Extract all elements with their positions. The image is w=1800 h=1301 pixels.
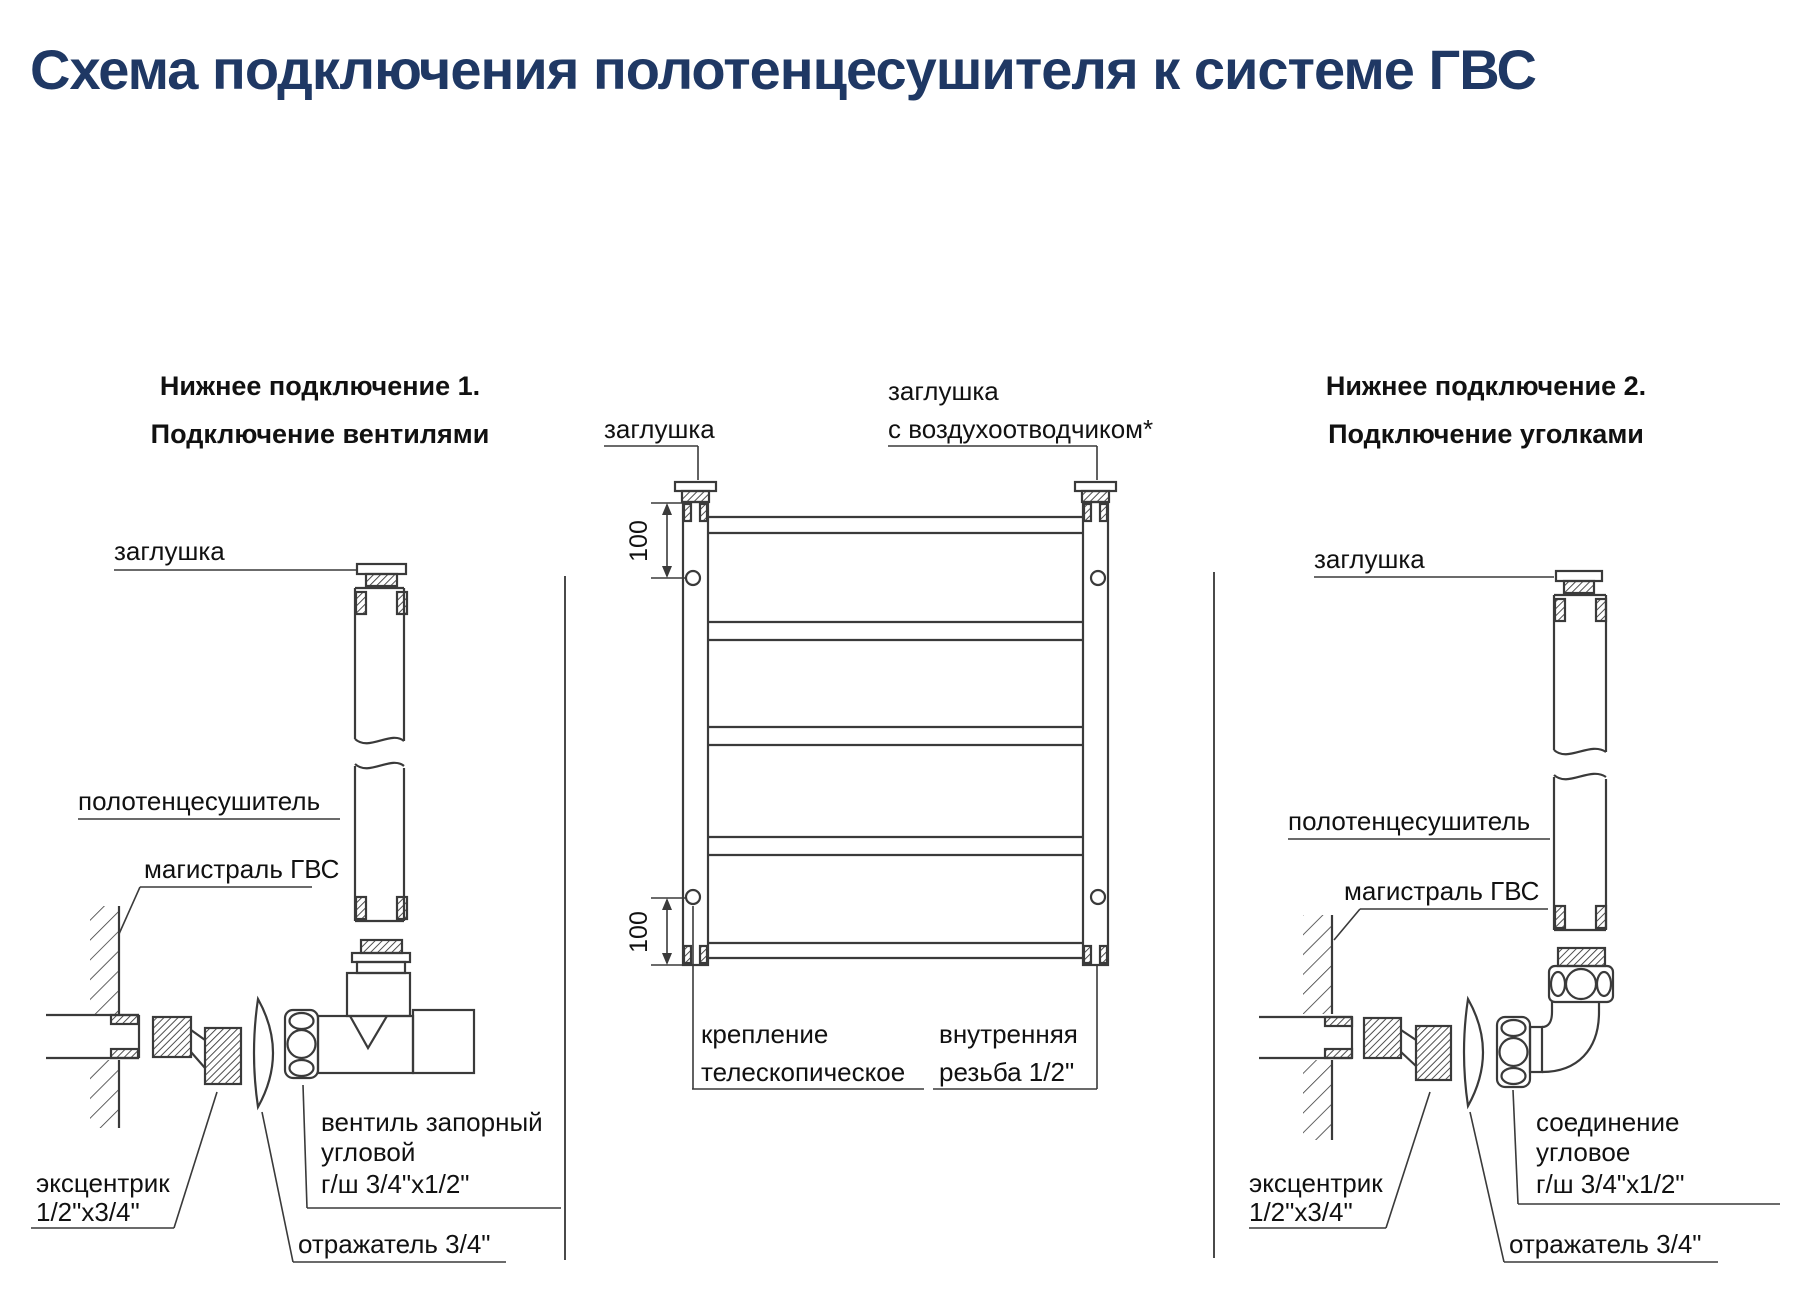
middle-cap-left	[675, 482, 716, 502]
left-cap-plug	[357, 564, 406, 586]
middle-label-thread-2: резьба 1/2"	[939, 1057, 1075, 1087]
left-label-valve-1: вентиль запорный	[321, 1107, 543, 1137]
left-main-pipe	[46, 1015, 139, 1058]
left-angle-valve	[285, 940, 474, 1078]
right-label-eccentric-1: эксцентрик	[1249, 1168, 1383, 1198]
right-label-corner-2: угловое	[1536, 1137, 1631, 1167]
right-riser-pipe	[1554, 595, 1606, 930]
left-riser-pipe	[355, 588, 407, 921]
middle-label-mount-2: телескопическое	[701, 1057, 906, 1087]
right-label-corner-3: г/ш 3/4"x1/2"	[1536, 1169, 1685, 1199]
middle-dim-bottom: 100	[625, 911, 653, 953]
right-label-hot-water-main: магистраль ГВС	[1344, 876, 1540, 906]
right-wall	[1303, 915, 1332, 1140]
right-main-pipe	[1259, 1017, 1352, 1058]
left-label-hot-water-main: магистраль ГВС	[144, 854, 340, 884]
right-label-eccentric-2: 1/2"x3/4"	[1249, 1197, 1353, 1227]
left-labels	[36, 536, 543, 1259]
figure-bottom-connection-2	[1249, 571, 1780, 1262]
right-label-towel-rail: полотенцесушитель	[1288, 806, 1531, 836]
left-label-valve-3: г/ш 3/4"x1/2"	[321, 1169, 470, 1199]
middle-dim-top: 100	[625, 520, 653, 562]
middle-label-cap-right-2: с воздухоотводчиком*	[888, 414, 1154, 444]
right-heading-line1: Нижнее подключение 2.	[1325, 371, 1647, 401]
figure-bottom-connection-1	[31, 564, 561, 1262]
middle-cap-air-vent	[1075, 482, 1116, 502]
middle-label-mount-1: крепление	[701, 1019, 829, 1049]
right-heading-line2: Подключение уголками	[1328, 419, 1644, 449]
left-label-reflector: отражатель 3/4"	[298, 1229, 491, 1259]
left-heading-line1: Нижнее подключение 1.	[159, 371, 481, 401]
page-title: Схема подключения полотенцесушителя к системе ГВС	[30, 38, 1536, 101]
figure-towel-rail-front	[604, 446, 1116, 1089]
left-reflector-shape	[254, 999, 273, 1107]
right-corner-fitting	[1497, 948, 1613, 1087]
middle-side-rails	[683, 502, 1108, 965]
left-label-cap: заглушка	[114, 536, 225, 566]
right-label-cap: заглушка	[1314, 544, 1425, 574]
left-label-eccentric-2: 1/2"x3/4"	[36, 1197, 140, 1227]
right-label-corner-1: соединение	[1536, 1107, 1680, 1137]
middle-leader-lines	[604, 446, 1097, 1089]
middle-label-thread-1: внутренняя	[939, 1019, 1078, 1049]
left-heading-line2: Подключение вентилями	[150, 419, 490, 449]
right-label-reflector: отражатель 3/4"	[1509, 1229, 1702, 1259]
middle-label-cap-left: заглушка	[604, 414, 715, 444]
middle-rungs	[708, 517, 1083, 958]
right-eccentric-shape	[1364, 1018, 1451, 1080]
left-label-eccentric-1: эксцентрик	[36, 1168, 170, 1198]
right-labels	[1249, 544, 1702, 1259]
left-label-towel-rail: полотенцесушитель	[78, 786, 321, 816]
left-eccentric-shape	[153, 1017, 241, 1084]
right-reflector-shape	[1464, 999, 1483, 1106]
right-cap-plug	[1556, 571, 1602, 593]
left-label-valve-2: угловой	[321, 1137, 416, 1167]
middle-dimension-arrows	[662, 503, 672, 965]
middle-label-cap-right-1: заглушка	[888, 376, 999, 406]
